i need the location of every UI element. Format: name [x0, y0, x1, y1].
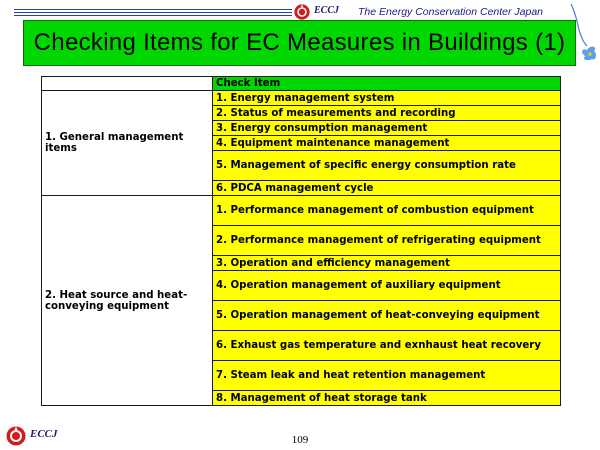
slide-title-banner: [23, 20, 576, 66]
check-item: 4. Equipment maintenance management: [213, 136, 561, 151]
slide-title: Checking Items for EC Measures in Buildings (1): [33, 29, 566, 56]
check-item: 7. Steam leak and heat retention management: [213, 361, 561, 391]
page-number: 109: [291, 434, 309, 446]
category-heat-source: 2. Heat source and heat-conveying equipment: [42, 196, 213, 406]
check-item: 6. Exhaust gas temperature and exnhaust heat recovery: [213, 331, 561, 361]
table-header-row: [42, 77, 561, 91]
table-row: [42, 91, 561, 106]
check-item: 5. Management of specific energy consumption rate: [213, 151, 561, 181]
check-item-column-header: Check Item: [213, 77, 561, 91]
check-item: 5. Operation management of heat-conveying equipment: [213, 301, 561, 331]
footer-eccj-text: ECCJ: [30, 428, 58, 440]
check-item: 3. Operation and efficiency management: [213, 256, 561, 271]
eccj-logo-icon: [294, 4, 310, 20]
check-item: 8. Management of heat storage tank: [213, 391, 561, 406]
check-item: 1. Performance management of combustion equipment: [213, 196, 561, 226]
header-organization-name: The Energy Conservation Center Japan: [358, 6, 544, 18]
check-item: 6. PDCA management cycle: [213, 181, 561, 196]
check-item: 1. Energy management system: [213, 91, 561, 106]
table-row: [42, 196, 561, 226]
header-rule-lines: [14, 9, 292, 17]
category-general-management: 1. General management items: [42, 91, 213, 196]
check-items-table: [41, 76, 561, 406]
header-eccj-text: ECCJ: [314, 5, 340, 16]
check-item: 3. Energy consumption management: [213, 121, 561, 136]
check-item: 4. Operation management of auxiliary equipment: [213, 271, 561, 301]
table-corner-cell: [42, 77, 213, 91]
check-item: 2. Performance management of refrigerating equipment: [213, 226, 561, 256]
check-item: 2. Status of measurements and recording: [213, 106, 561, 121]
